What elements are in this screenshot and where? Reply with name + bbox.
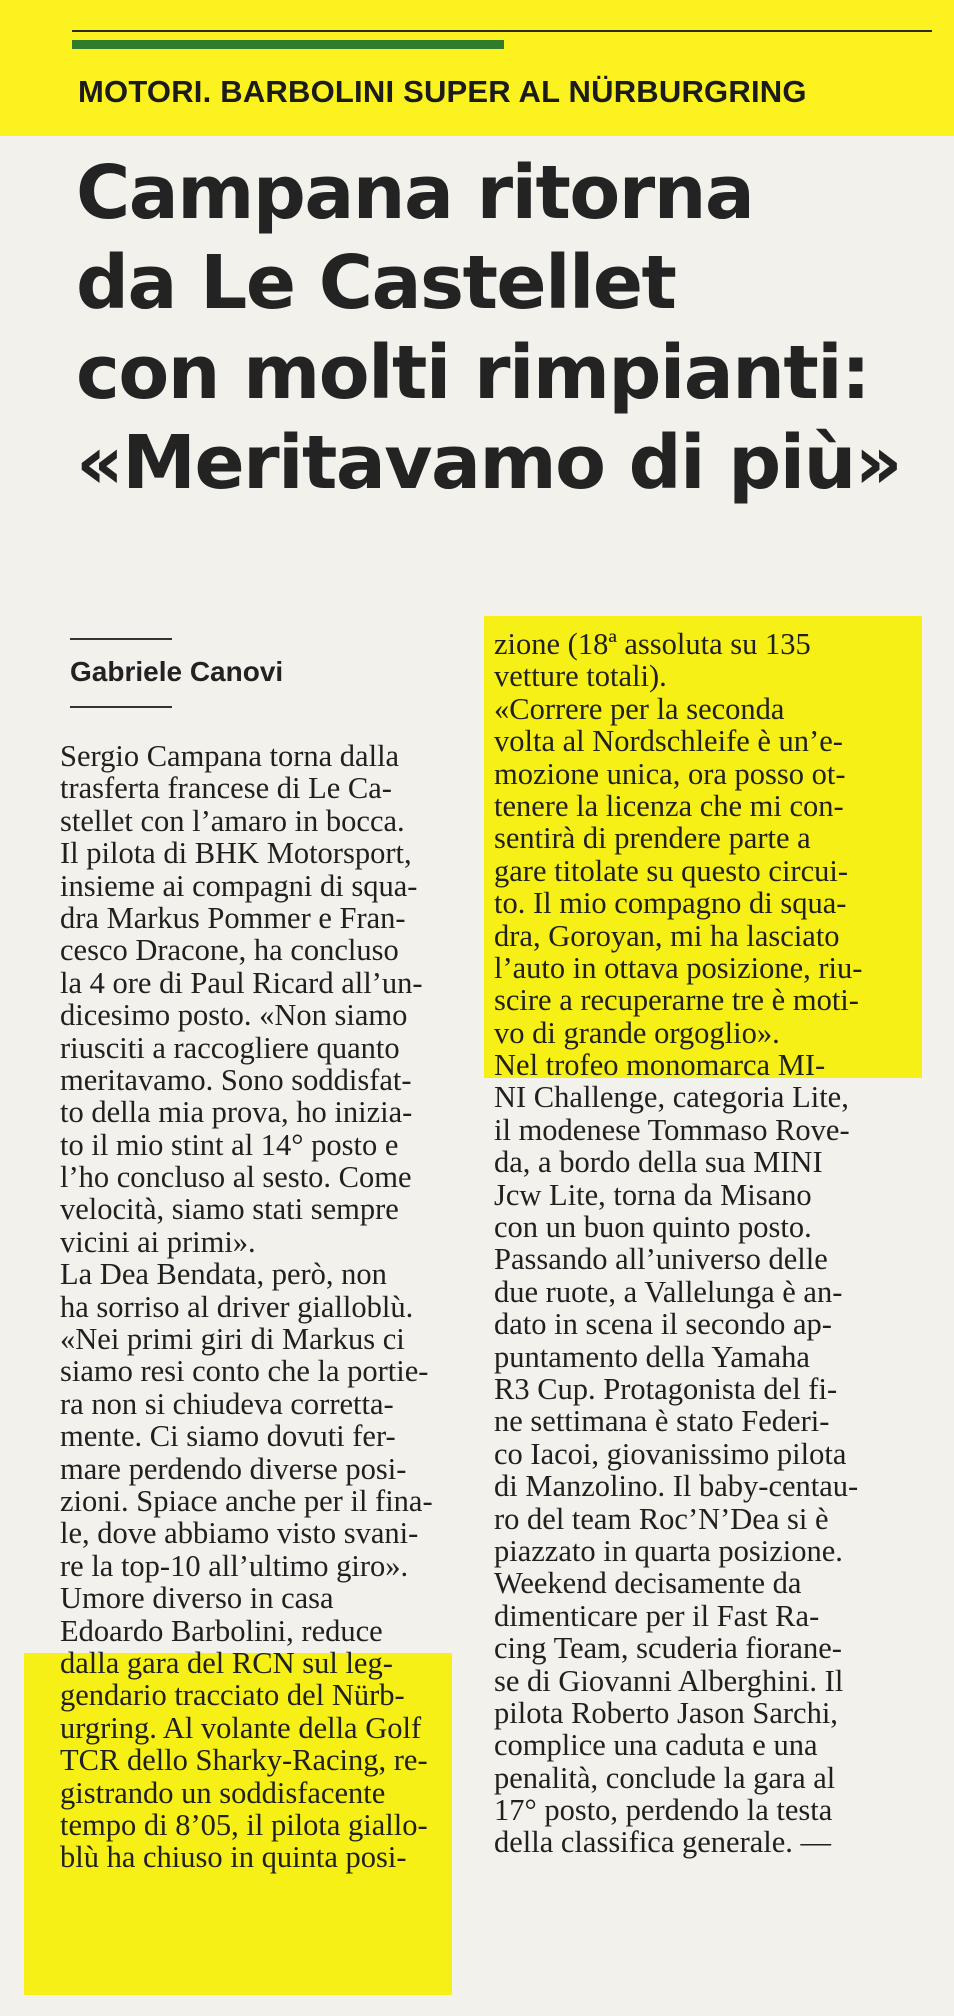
body-text-line: insieme ai compagni di squa- xyxy=(60,868,418,903)
body-text-line: dicesimo posto. «Non siamo xyxy=(60,998,408,1033)
body-text-line: vo di grande orgoglio». xyxy=(494,1015,780,1050)
body-text-line: cing Team, scuderia fiorane- xyxy=(494,1631,842,1666)
headline-line: con molti rimpianti: xyxy=(76,330,870,416)
body-text-line: riusciti a raccogliere quanto xyxy=(60,1030,400,1065)
body-text-line: R3 Cup. Protagonista del fi- xyxy=(494,1371,838,1406)
body-text-line: l’ho concluso al sesto. Come xyxy=(60,1160,412,1195)
kicker-band xyxy=(0,0,954,136)
body-text-line: Nel trofeo monomarca MI- xyxy=(494,1048,826,1083)
body-text-line: Edoardo Barbolini, reduce xyxy=(60,1613,383,1648)
body-text-line: tempo di 8’05, il pilota giallo- xyxy=(60,1807,428,1842)
body-text-line: le, dove abbiamo visto svani- xyxy=(60,1516,419,1551)
body-text-line: volta al Nordschleife è un’e- xyxy=(494,724,843,759)
body-text-line: urgring. Al volante della Golf xyxy=(60,1710,422,1745)
body-text-line: TCR dello Sharky-Racing, re- xyxy=(60,1743,428,1778)
headline-line: da Le Castellet xyxy=(76,240,676,326)
body-text-line: blù ha chiuso in quinta posi- xyxy=(60,1840,407,1875)
body-text-line: «Correre per la seconda xyxy=(494,691,785,726)
body-text-line: siamo resi conto che la portie- xyxy=(60,1354,429,1389)
body-text-line: zione (18ª assoluta su 135 xyxy=(494,627,811,661)
body-text-line: se di Giovanni Alberghini. Il xyxy=(494,1663,844,1698)
headline xyxy=(76,148,936,508)
body-text-line: gendario tracciato del Nürb- xyxy=(60,1678,405,1713)
body-text-line: di Manzolino. Il baby-centau- xyxy=(494,1469,859,1504)
body-text-line: complice una caduta e una xyxy=(494,1728,818,1763)
body-text-line: to. Il mio compagno di squa- xyxy=(494,886,847,921)
body-text-line: mozione unica, ora posso ot- xyxy=(494,756,846,791)
body-text-line: scire a recuperarne tre è moti- xyxy=(494,983,859,1018)
body-text-line: ha sorriso al driver gialloblù. xyxy=(60,1289,414,1324)
body-text-line: gare titolate su questo circui- xyxy=(494,853,849,888)
body-text-line: con un buon quinto posto. xyxy=(494,1210,812,1245)
byline-rule-top xyxy=(70,638,172,640)
body-text-line: dra, Goroyan, mi ha lasciato xyxy=(494,918,840,953)
body-text-line: la 4 ore di Paul Ricard all’un- xyxy=(60,965,423,1000)
body-text-line: da, a bordo della sua MINI xyxy=(494,1145,823,1180)
body-text-line: sentirà di prendere parte a xyxy=(494,821,811,856)
body-text-line: «Nei primi giri di Markus ci xyxy=(60,1322,405,1357)
body-text-line: Umore diverso in casa xyxy=(60,1581,334,1616)
body-text-line: ne settimana è stato Federi- xyxy=(494,1404,830,1439)
body-text-line: dalla gara del RCN sul leg- xyxy=(60,1645,393,1680)
body-text-line: meritavamo. Sono soddisfat- xyxy=(60,1062,412,1097)
byline-rule-bottom xyxy=(70,706,172,708)
body-text-line: tenere la licenza che mi con- xyxy=(494,788,844,823)
body-text-line: mare perdendo diverse posi- xyxy=(60,1451,407,1486)
body-text-line: puntamento della Yamaha xyxy=(494,1339,810,1374)
body-text-line: ra non si chiudeva corretta- xyxy=(60,1386,394,1421)
body-text-line: stellet con l’amaro in bocca. xyxy=(60,803,405,838)
body-text-line: vicini ai primi». xyxy=(60,1224,256,1259)
kicker: MOTORI. BARBOLINI SUPER AL NÜRBURGRING xyxy=(78,74,807,109)
body-text-line: dato in scena il secondo ap- xyxy=(494,1307,832,1342)
body-text-line: co Iacoi, giovanissimo pilota xyxy=(494,1436,847,1471)
body-text-line: trasferta francese di Le Ca- xyxy=(60,771,392,806)
body-text-line: zioni. Spiace anche per il fina- xyxy=(60,1483,433,1518)
body-text-line: ro del team Roc’N’Dea si è xyxy=(494,1501,829,1536)
body-text-line: della classifica generale. — xyxy=(494,1825,832,1860)
body-text-line: dimenticare per il Fast Ra- xyxy=(494,1598,820,1633)
headline-line: «Meritavamo di più» xyxy=(76,420,902,506)
body-text-line: due ruote, a Vallelunga è an- xyxy=(494,1274,843,1309)
body-text-line: mente. Ci siamo dovuti fer- xyxy=(60,1419,396,1454)
body-text-line: gistrando un soddisfacente xyxy=(60,1775,386,1810)
top-rule xyxy=(72,30,932,32)
body-text-line: re la top-10 all’ultimo giro». xyxy=(60,1548,409,1583)
body-text-line: velocità, siamo stati sempre xyxy=(60,1192,399,1227)
right-column xyxy=(494,628,920,1859)
section-accent-rule xyxy=(72,40,504,49)
body-text-line: La Dea Bendata, però, non xyxy=(60,1257,387,1292)
body-text-line: Jcw Lite, torna da Misano xyxy=(494,1177,812,1212)
body-text-line: pilota Roberto Jason Sarchi, xyxy=(494,1695,838,1730)
left-column xyxy=(60,740,460,1874)
body-text-line: Il pilota di BHK Motorsport, xyxy=(60,836,412,871)
body-text-line: dra Markus Pommer e Fran- xyxy=(60,900,406,935)
body-text-line: NI Challenge, categoria Lite, xyxy=(494,1080,849,1115)
body-text-line: piazzato in quarta posizione. xyxy=(494,1533,843,1568)
body-text-line: Sergio Campana torna dalla xyxy=(60,739,400,773)
byline: Gabriele Canovi xyxy=(70,656,284,687)
body-text-line: Passando all’universo delle xyxy=(494,1242,828,1277)
body-text-line: to il mio stint al 14° posto e xyxy=(60,1127,399,1162)
body-text-line: to della mia prova, ho inizia- xyxy=(60,1095,413,1130)
body-text-line: 17° posto, perdendo la testa xyxy=(494,1793,833,1828)
body-text-line: il modenese Tommaso Rove- xyxy=(494,1112,850,1147)
headline-line: Campana ritorna xyxy=(76,150,754,236)
body-text-line: l’auto in ottava posizione, riu- xyxy=(494,950,863,985)
body-text-line: penalità, conclude la gara al xyxy=(494,1760,836,1795)
body-text-line: vetture totali). xyxy=(494,659,667,694)
body-text-line: cesco Dracone, ha concluso xyxy=(60,933,399,968)
body-text-line: Weekend decisamente da xyxy=(494,1566,802,1601)
